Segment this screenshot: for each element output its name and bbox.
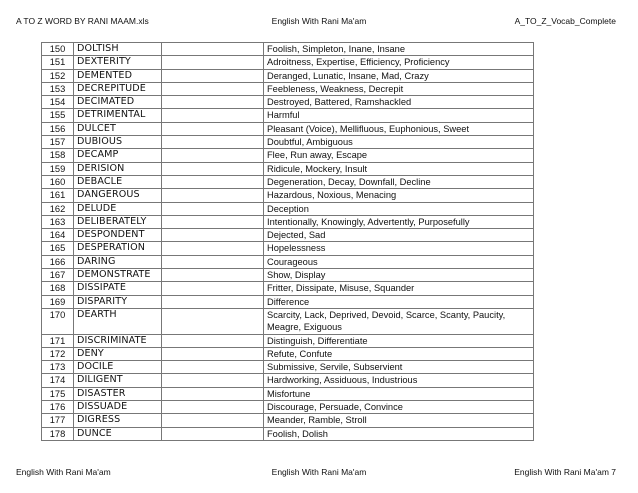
vocab-word: DECIMATED <box>74 96 162 109</box>
table-row <box>42 308 534 334</box>
table-row <box>42 414 534 427</box>
word-meaning: Harmful <box>264 109 534 122</box>
row-number: 162 <box>42 202 74 215</box>
row-number: 153 <box>42 82 74 95</box>
empty-cell <box>162 175 264 188</box>
word-meaning: Foolish, Simpleton, Inane, Insane <box>264 43 534 56</box>
footer-left: English With Rani Ma'am <box>16 467 111 477</box>
row-number: 163 <box>42 215 74 228</box>
vocab-table <box>41 42 534 441</box>
row-number: 178 <box>42 427 74 440</box>
word-meaning: Degeneration, Decay, Downfall, Decline <box>264 175 534 188</box>
empty-cell <box>162 96 264 109</box>
row-number: 159 <box>42 162 74 175</box>
table-row <box>42 229 534 242</box>
row-number: 173 <box>42 361 74 374</box>
vocab-word: DIGRESS <box>74 414 162 427</box>
table-row <box>42 215 534 228</box>
word-meaning: Submissive, Servile, Subservient <box>264 361 534 374</box>
vocab-word: DECAMP <box>74 149 162 162</box>
empty-cell <box>162 308 264 334</box>
vocab-word: DARING <box>74 255 162 268</box>
table-row <box>42 269 534 282</box>
table-row <box>42 282 534 295</box>
vocab-word: DEMONSTRATE <box>74 269 162 282</box>
row-number: 174 <box>42 374 74 387</box>
row-number: 165 <box>42 242 74 255</box>
row-number: 158 <box>42 149 74 162</box>
empty-cell <box>162 347 264 360</box>
row-number: 177 <box>42 414 74 427</box>
table-row <box>42 189 534 202</box>
row-number: 154 <box>42 96 74 109</box>
row-number: 170 <box>42 308 74 334</box>
empty-cell <box>162 122 264 135</box>
vocab-word: DANGEROUS <box>74 189 162 202</box>
empty-cell <box>162 387 264 400</box>
vocab-word: DILIGENT <box>74 374 162 387</box>
empty-cell <box>162 149 264 162</box>
empty-cell <box>162 56 264 69</box>
vocab-word: DEBACLE <box>74 175 162 188</box>
row-number: 171 <box>42 334 74 347</box>
page-header <box>0 16 638 30</box>
word-meaning: Feebleness, Weakness, Decrepit <box>264 82 534 95</box>
empty-cell <box>162 401 264 414</box>
word-meaning: Meander, Ramble, Stroll <box>264 414 534 427</box>
word-meaning: Courageous <box>264 255 534 268</box>
row-number: 175 <box>42 387 74 400</box>
row-number: 169 <box>42 295 74 308</box>
empty-cell <box>162 215 264 228</box>
word-meaning: Ridicule, Mockery, Insult <box>264 162 534 175</box>
table-row <box>42 295 534 308</box>
row-number: 167 <box>42 269 74 282</box>
vocab-table-body <box>42 43 534 441</box>
vocab-word: DEARTH <box>74 308 162 334</box>
empty-cell <box>162 189 264 202</box>
empty-cell <box>162 374 264 387</box>
word-meaning: Doubtful, Ambiguous <box>264 136 534 149</box>
table-row <box>42 427 534 440</box>
empty-cell <box>162 82 264 95</box>
word-meaning: Refute, Confute <box>264 347 534 360</box>
empty-cell <box>162 109 264 122</box>
vocab-word: DESPERATION <box>74 242 162 255</box>
empty-cell <box>162 269 264 282</box>
empty-cell <box>162 282 264 295</box>
table-row <box>42 43 534 56</box>
vocab-word: DISCRIMINATE <box>74 334 162 347</box>
vocab-word: DELUDE <box>74 202 162 215</box>
vocab-word: DULCET <box>74 122 162 135</box>
table-row <box>42 69 534 82</box>
row-number: 160 <box>42 175 74 188</box>
table-row <box>42 162 534 175</box>
empty-cell <box>162 414 264 427</box>
empty-cell <box>162 162 264 175</box>
word-meaning: Deception <box>264 202 534 215</box>
row-number: 152 <box>42 69 74 82</box>
word-meaning: Misfortune <box>264 387 534 400</box>
footer-center: English With Rani Ma'am <box>271 467 367 477</box>
table-row <box>42 242 534 255</box>
vocab-word: DECREPITUDE <box>74 82 162 95</box>
word-meaning: Difference <box>264 295 534 308</box>
header-left: A TO Z WORD BY RANI MAAM.xls <box>16 16 149 26</box>
empty-cell <box>162 229 264 242</box>
header-right: A_TO_Z_Vocab_Complete <box>514 16 616 26</box>
vocab-word: DESPONDENT <box>74 229 162 242</box>
word-meaning: Destroyed, Battered, Ramshackled <box>264 96 534 109</box>
word-meaning: Deranged, Lunatic, Insane, Mad, Crazy <box>264 69 534 82</box>
empty-cell <box>162 334 264 347</box>
word-meaning: Hopelessness <box>264 242 534 255</box>
row-number: 156 <box>42 122 74 135</box>
table-row <box>42 361 534 374</box>
word-meaning: Distinguish, Differentiate <box>264 334 534 347</box>
empty-cell <box>162 69 264 82</box>
table-row <box>42 255 534 268</box>
word-meaning: Adroitness, Expertise, Efficiency, Proficiency <box>264 56 534 69</box>
table-row <box>42 96 534 109</box>
word-meaning: Foolish, Dolish <box>264 427 534 440</box>
table-row <box>42 82 534 95</box>
empty-cell <box>162 295 264 308</box>
word-meaning: Dejected, Sad <box>264 229 534 242</box>
vocab-word: DENY <box>74 347 162 360</box>
row-number: 168 <box>42 282 74 295</box>
table-row <box>42 149 534 162</box>
word-meaning: Intentionally, Knowingly, Advertently, Purposefully <box>264 215 534 228</box>
vocab-word: DELIBERATELY <box>74 215 162 228</box>
row-number: 157 <box>42 136 74 149</box>
table-row <box>42 347 534 360</box>
row-number: 172 <box>42 347 74 360</box>
table-row <box>42 334 534 347</box>
empty-cell <box>162 427 264 440</box>
footer-right: English With Rani Ma'am 7 <box>514 467 616 477</box>
vocab-word: DERISION <box>74 162 162 175</box>
vocab-word: DISASTER <box>74 387 162 400</box>
table-row <box>42 122 534 135</box>
header-center: English With Rani Ma'am <box>271 16 367 26</box>
word-meaning: Scarcity, Lack, Deprived, Devoid, Scarce, Scanty, Paucity, Meagre, Exiguous <box>264 308 534 334</box>
word-meaning: Hardworking, Assiduous, Industrious <box>264 374 534 387</box>
word-meaning: Flee, Run away, Escape <box>264 149 534 162</box>
row-number: 150 <box>42 43 74 56</box>
empty-cell <box>162 43 264 56</box>
word-meaning: Discourage, Persuade, Convince <box>264 401 534 414</box>
word-meaning: Show, Display <box>264 269 534 282</box>
vocab-word: DUNCE <box>74 427 162 440</box>
table-row <box>42 401 534 414</box>
table-row <box>42 136 534 149</box>
page-footer <box>0 467 638 481</box>
table-row <box>42 374 534 387</box>
table-row <box>42 109 534 122</box>
table-row <box>42 202 534 215</box>
row-number: 161 <box>42 189 74 202</box>
word-meaning: Pleasant (Voice), Mellifluous, Euphonious, Sweet <box>264 122 534 135</box>
table-row <box>42 56 534 69</box>
empty-cell <box>162 361 264 374</box>
row-number: 176 <box>42 401 74 414</box>
row-number: 166 <box>42 255 74 268</box>
vocab-word: DETRIMENTAL <box>74 109 162 122</box>
empty-cell <box>162 242 264 255</box>
vocab-word: DEMENTED <box>74 69 162 82</box>
vocab-word: DUBIOUS <box>74 136 162 149</box>
table-row <box>42 175 534 188</box>
row-number: 155 <box>42 109 74 122</box>
word-meaning: Hazardous, Noxious, Menacing <box>264 189 534 202</box>
empty-cell <box>162 255 264 268</box>
word-meaning: Fritter, Dissipate, Misuse, Squander <box>264 282 534 295</box>
row-number: 164 <box>42 229 74 242</box>
vocab-word: DISPARITY <box>74 295 162 308</box>
vocab-word: DOLTISH <box>74 43 162 56</box>
vocab-word: DEXTERITY <box>74 56 162 69</box>
empty-cell <box>162 136 264 149</box>
empty-cell <box>162 202 264 215</box>
row-number: 151 <box>42 56 74 69</box>
vocab-word: DISSIPATE <box>74 282 162 295</box>
vocab-word: DOCILE <box>74 361 162 374</box>
vocab-word: DISSUADE <box>74 401 162 414</box>
table-row <box>42 387 534 400</box>
